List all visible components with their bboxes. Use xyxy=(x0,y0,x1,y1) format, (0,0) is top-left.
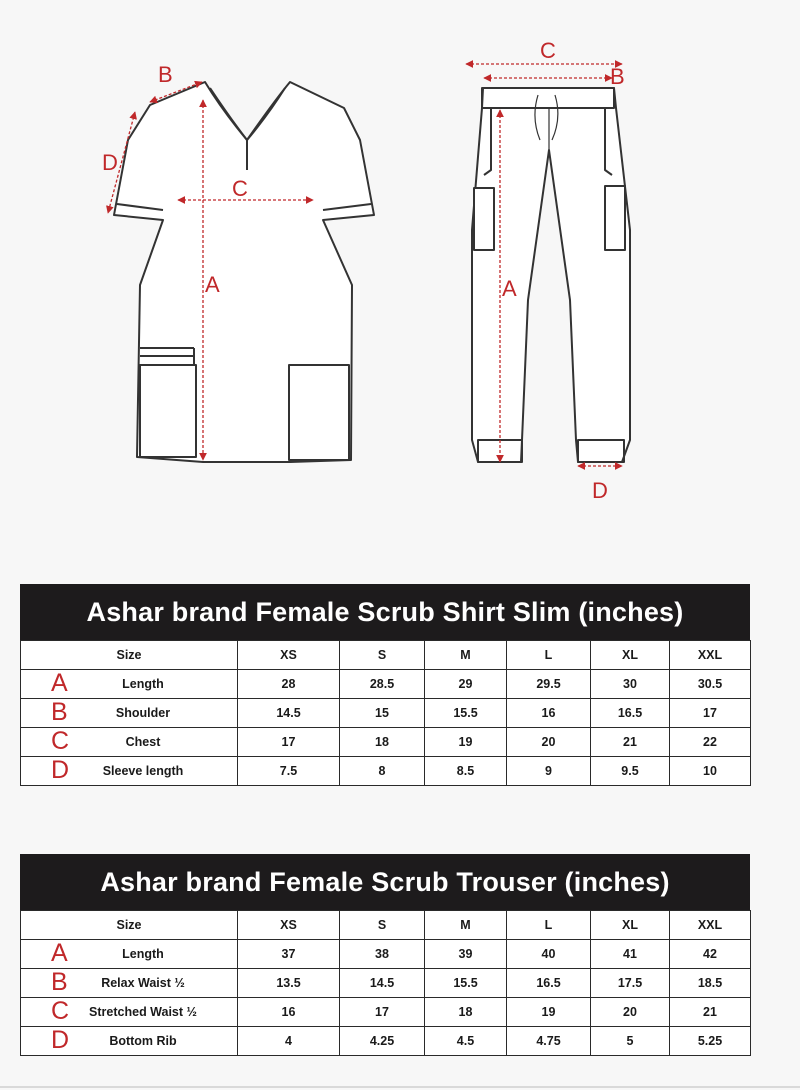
size-m: M xyxy=(425,641,507,670)
measure-letter: B xyxy=(51,968,68,996)
measure-label: Relax Waist ½ xyxy=(101,976,185,990)
size-header: Size xyxy=(21,911,238,940)
table-cell: 4 xyxy=(238,1027,340,1056)
size-xl: XL xyxy=(591,911,670,940)
measure-letter: D xyxy=(51,1026,70,1054)
table-cell: 41 xyxy=(591,940,670,969)
table-cell: 9.5 xyxy=(591,757,670,786)
table-cell: 20 xyxy=(591,998,670,1027)
row-label-cell xyxy=(21,969,238,998)
left-cargo-pocket xyxy=(474,188,494,250)
table-cell: 17.5 xyxy=(591,969,670,998)
trouser-label-a: A xyxy=(502,276,517,301)
scrub-shirt-drawing xyxy=(114,82,374,462)
table-header-row xyxy=(21,911,751,940)
table-cell: 14.5 xyxy=(238,699,340,728)
table-cell: 16 xyxy=(507,699,591,728)
table-cell: 13.5 xyxy=(238,969,340,998)
table-cell: 4.75 xyxy=(507,1027,591,1056)
shirt-table-title: Ashar brand Female Scrub Shirt Slim (inches) xyxy=(20,584,750,640)
row-label-cell xyxy=(21,670,238,699)
table-cell: 17 xyxy=(340,998,425,1027)
table-cell: 29.5 xyxy=(507,670,591,699)
trouser-label-c: C xyxy=(540,38,556,63)
table-cell: 18.5 xyxy=(670,969,751,998)
table-cell: 40 xyxy=(507,940,591,969)
table-cell: 15.5 xyxy=(425,969,507,998)
table-cell: 14.5 xyxy=(340,969,425,998)
table-row xyxy=(21,969,751,998)
table-cell: 17 xyxy=(238,728,340,757)
table-cell: 7.5 xyxy=(238,757,340,786)
row-label-cell xyxy=(21,757,238,786)
measure-label: Stretched Waist ½ xyxy=(89,1005,197,1019)
table-cell: 15.5 xyxy=(425,699,507,728)
table-cell: 18 xyxy=(425,998,507,1027)
table-cell: 37 xyxy=(238,940,340,969)
shirt-label-b: B xyxy=(158,62,173,87)
row-label-cell xyxy=(21,728,238,757)
measure-label: Chest xyxy=(125,735,161,749)
table-row xyxy=(21,670,751,699)
scrub-trouser-drawing xyxy=(472,88,630,462)
table-cell: 28.5 xyxy=(340,670,425,699)
size-s: S xyxy=(340,641,425,670)
table-cell: 8 xyxy=(340,757,425,786)
table-row xyxy=(21,940,751,969)
trouser-outline xyxy=(472,88,630,462)
table-cell: 21 xyxy=(670,998,751,1027)
measure-label: Bottom Rib xyxy=(109,1034,177,1048)
table-header-row xyxy=(21,641,751,670)
measure-label: Length xyxy=(122,947,164,961)
size-m: M xyxy=(425,911,507,940)
size-l: L xyxy=(507,641,591,670)
table-cell: 9 xyxy=(507,757,591,786)
table-cell: 38 xyxy=(340,940,425,969)
size-xxl: XXL xyxy=(670,641,751,670)
row-label-cell xyxy=(21,699,238,728)
size-xs: XS xyxy=(238,641,340,670)
table-cell: 10 xyxy=(670,757,751,786)
size-header: Size xyxy=(21,641,238,670)
table-row xyxy=(21,728,751,757)
page-bottom-divider xyxy=(0,1086,800,1088)
size-l: L xyxy=(507,911,591,940)
measurement-diagram xyxy=(0,0,800,540)
left-pocket xyxy=(140,365,196,457)
table-cell: 4.5 xyxy=(425,1027,507,1056)
row-label-cell xyxy=(21,1027,238,1056)
measure-label: Shoulder xyxy=(115,706,171,720)
size-xxl: XXL xyxy=(670,911,751,940)
measure-letter: B xyxy=(51,698,68,726)
table-cell: 15 xyxy=(340,699,425,728)
trouser-table-title: Ashar brand Female Scrub Trouser (inches) xyxy=(20,854,750,910)
table-cell: 8.5 xyxy=(425,757,507,786)
table-cell: 22 xyxy=(670,728,751,757)
table-cell: 30 xyxy=(591,670,670,699)
table-cell: 4.25 xyxy=(340,1027,425,1056)
trouser-size-table xyxy=(20,854,750,1056)
right-pocket xyxy=(289,365,349,460)
row-label-cell xyxy=(21,998,238,1027)
trouser-label-d: D xyxy=(592,478,608,503)
size-xl: XL xyxy=(591,641,670,670)
table-cell: 21 xyxy=(591,728,670,757)
table-cell: 39 xyxy=(425,940,507,969)
trouser-label-b: B xyxy=(610,64,625,89)
measure-letter: A xyxy=(51,939,68,967)
table-cell: 17 xyxy=(670,699,751,728)
table-cell: 19 xyxy=(507,998,591,1027)
table-cell: 18 xyxy=(340,728,425,757)
table-cell: 16.5 xyxy=(591,699,670,728)
size-s: S xyxy=(340,911,425,940)
table-cell: 19 xyxy=(425,728,507,757)
table-cell: 5.25 xyxy=(670,1027,751,1056)
shirt-label-c: C xyxy=(232,176,248,201)
table-row xyxy=(21,998,751,1027)
table-cell: 16 xyxy=(238,998,340,1027)
table-cell: 16.5 xyxy=(507,969,591,998)
table-cell: 42 xyxy=(670,940,751,969)
measure-letter: A xyxy=(51,669,68,697)
measure-label: Sleeve length xyxy=(102,764,184,778)
measure-label: Length xyxy=(122,677,164,691)
measure-letter: C xyxy=(51,727,70,755)
table-cell: 29 xyxy=(425,670,507,699)
table-row xyxy=(21,1027,751,1056)
table-row xyxy=(21,699,751,728)
table-row xyxy=(21,757,751,786)
shirt-size-table xyxy=(20,584,750,786)
shirt-label-d: D xyxy=(102,150,118,175)
size-xs: XS xyxy=(238,911,340,940)
shirt-label-a: A xyxy=(205,272,220,297)
table-cell: 5 xyxy=(591,1027,670,1056)
measure-letter: D xyxy=(51,756,70,784)
table-cell: 30.5 xyxy=(670,670,751,699)
measure-letter: C xyxy=(51,997,70,1025)
right-cargo-pocket xyxy=(605,186,625,250)
table-cell: 20 xyxy=(507,728,591,757)
row-label-cell xyxy=(21,940,238,969)
table-cell: 28 xyxy=(238,670,340,699)
